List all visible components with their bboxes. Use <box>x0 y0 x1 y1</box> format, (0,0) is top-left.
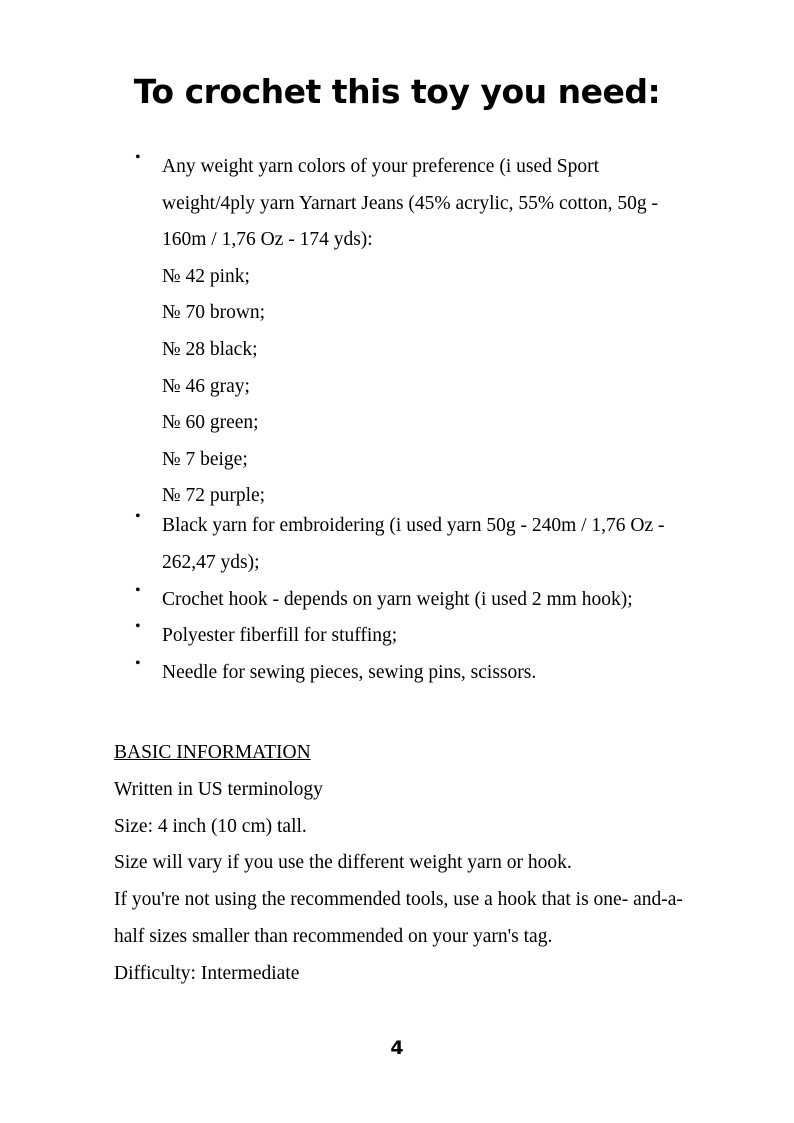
materials-item-needle <box>0 655 794 692</box>
size-note-text: Size will vary if you use the different weight yarn or hook. <box>114 852 572 874</box>
yarn-color-beige: № 7 beige; <box>162 448 248 470</box>
page-title: To crochet this toy you need: <box>133 72 661 111</box>
bullet-icon: • <box>135 149 141 166</box>
yarn-color-black: № 28 black; <box>162 338 258 360</box>
terminology-text: Written in US terminology <box>114 778 323 800</box>
materials-item-embroidery-yarn <box>0 508 794 581</box>
yarn-color-green: № 60 green; <box>162 412 259 434</box>
materials-list <box>0 149 794 691</box>
basic-information-heading: BASIC INFORMATION <box>114 742 311 763</box>
embroidery-line-1: Black yarn for embroidering (i used yarn 50g - 240m / 1,76 Oz - <box>162 515 665 537</box>
yarn-color-pink: № 42 pink; <box>162 265 250 287</box>
page-number: 4 <box>390 1037 404 1059</box>
materials-item-fiberfill <box>0 618 794 655</box>
materials-item-hook <box>0 582 794 619</box>
yarn-color-gray: № 46 gray; <box>162 375 250 397</box>
bullet-icon: • <box>135 508 141 526</box>
bullet-icon: • <box>135 581 141 599</box>
difficulty-text: Difficulty: Intermediate <box>114 962 300 984</box>
yarn-description-line-1: Any weight yarn colors of your preference (i used Sport <box>162 156 599 177</box>
hook-text: Crochet hook - depends on yarn weight (i used 2 mm hook); <box>162 588 633 610</box>
basic-information-section <box>114 735 754 993</box>
fiberfill-text: Polyester fiberfill for stuffing; <box>162 625 398 647</box>
yarn-description-line-3: 160m / 1,76 Oz - 174 yds): <box>162 229 373 251</box>
yarn-color-purple: № 72 purple; <box>162 485 266 507</box>
needle-text: Needle for sewing pieces, sewing pins, scissors. <box>162 661 537 683</box>
hook-note-line-1: If you're not using the recommended tools, use a hook that is one- and-a- <box>114 889 683 911</box>
embroidery-line-2: 262,47 yds); <box>162 551 260 573</box>
yarn-description-line-2: weight/4ply yarn Yarnart Jeans (45% acrylic, 55% cotton, 50g - <box>162 192 659 214</box>
hook-note-line-2: half sizes smaller than recommended on your yarn's tag. <box>114 925 553 947</box>
size-text: Size: 4 inch (10 cm) tall. <box>114 815 307 837</box>
yarn-color-brown: № 70 brown; <box>162 302 266 324</box>
bullet-icon: • <box>135 618 141 636</box>
materials-item-yarn <box>0 149 794 508</box>
bullet-icon: • <box>135 654 141 672</box>
